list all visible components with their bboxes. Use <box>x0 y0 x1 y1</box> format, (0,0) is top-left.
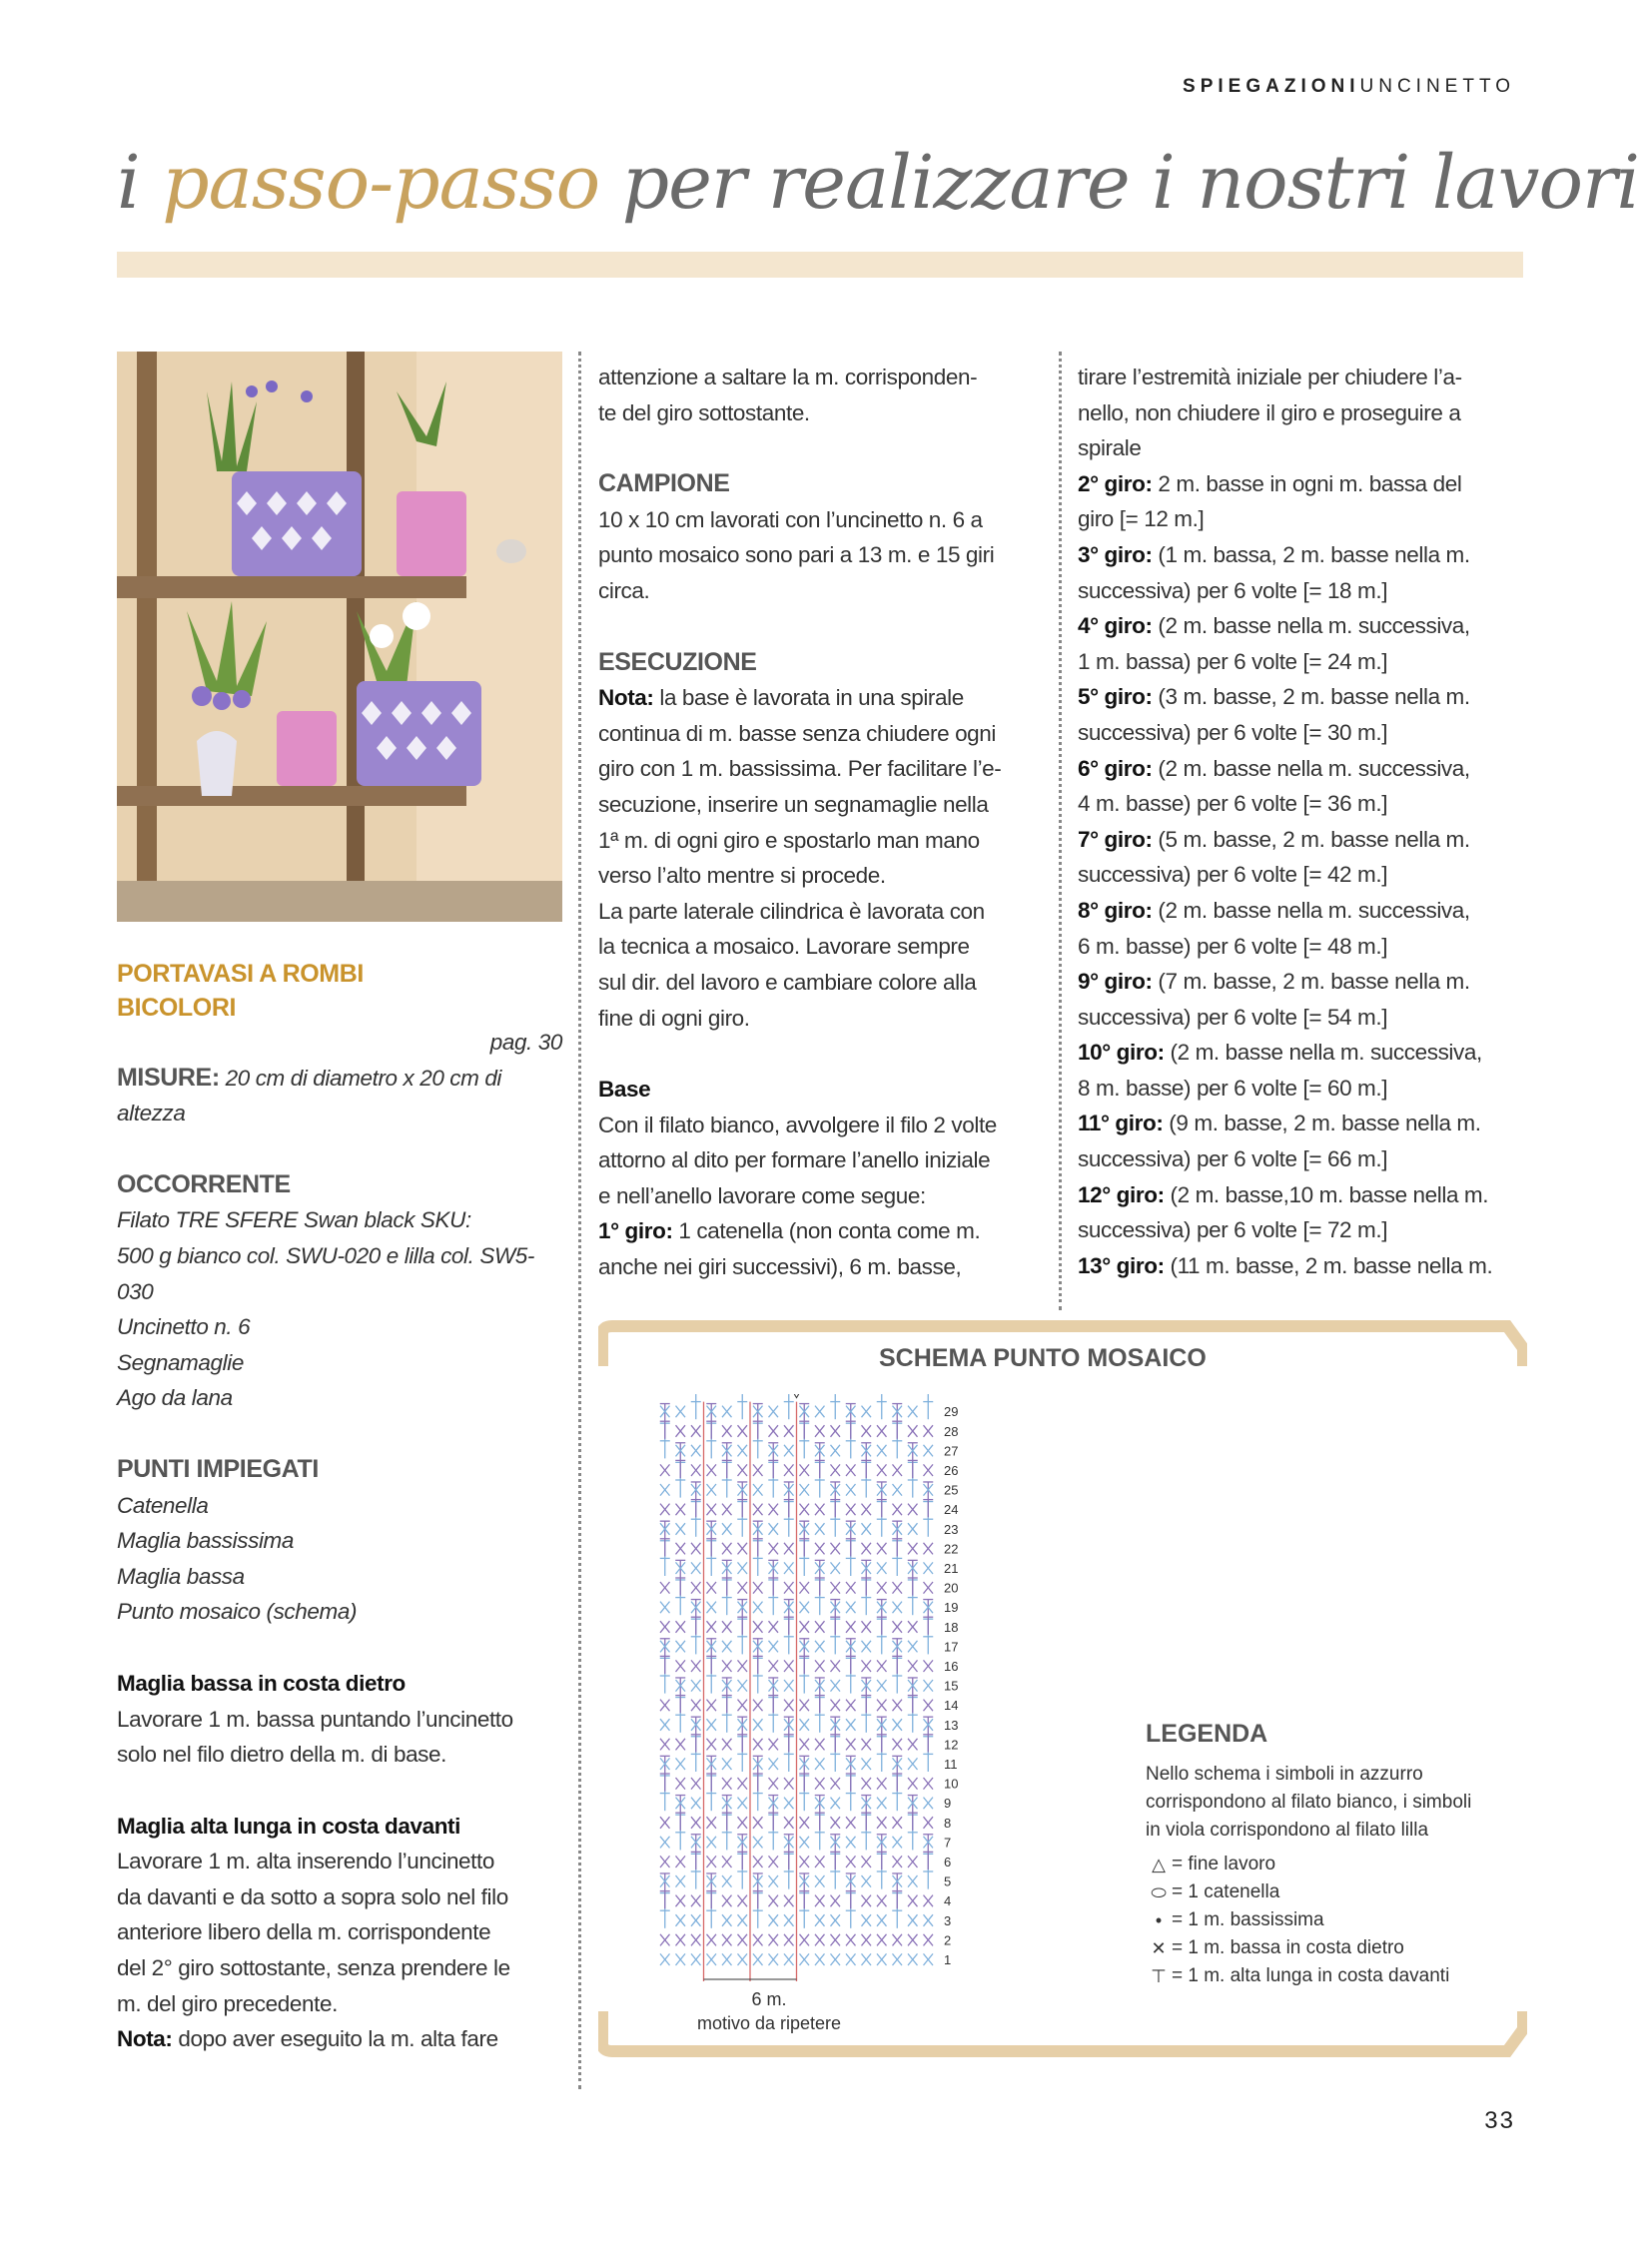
punti-heading: PUNTI IMPIEGATI <box>117 1454 319 1483</box>
repeat-caption: motivo da ripetere <box>696 2013 842 2033</box>
mb-heading: Maglia bassa in costa dietro <box>117 1670 406 1696</box>
chart-row-number: 11 <box>944 1757 958 1772</box>
catenella-icon: ⬭ <box>1151 1882 1167 1902</box>
text-line: attenzione a saltare la m. corrisponden- <box>598 365 978 389</box>
project-name: PORTAVASI A ROMBI BICOLORI <box>117 960 364 1022</box>
chart-row-number: 24 <box>944 1502 959 1518</box>
text-line: nello, non chiudere il giro e proseguire a <box>1078 399 1461 425</box>
ma-text: Lavorare 1 m. alta inserendo l’uncinetto da davanti e da sotto a sopra solo nel filo anteriore libero della m. corrispondente del 2° giro sottostante, senza prendere le m. del giro precedente. <box>117 1849 510 2016</box>
text-line: punto mosaico sono pari a 13 m. e 15 giri <box>598 542 995 568</box>
giri-list <box>1078 466 1527 1248</box>
column-1 <box>117 957 562 2057</box>
text-line: 6 m. basse) per 6 volte [= 48 m.] <box>1078 933 1388 959</box>
chart-row-number: 10 <box>944 1776 959 1792</box>
legend-note: Nello schema i simboli in azzurro corrispondono al filato bianco, i simboli in viola corrispondono al filato lilla <box>1146 1764 1472 1841</box>
text-line: te del giro sottostante. <box>598 399 810 425</box>
giro-line: 7° giro: (5 m. basse, 2 m. basse nella m. <box>1078 826 1470 852</box>
giro-line: 13° giro: (11 m. basse, 2 m. basse nella m. <box>1078 1252 1493 1278</box>
chart-row-number: 17 <box>944 1639 959 1655</box>
giro-line: 11° giro: (9 m. basse, 2 m. basse nella m. <box>1078 1111 1481 1136</box>
chart-row-number: 8 <box>944 1815 952 1831</box>
occorrente-list: Filato TRE SFERE Swan black SKU: 500 g bianco col. SWU-020 e lilla col. SW5- 030 Uncinetto n. 6 Segnamaglie Ago da lana <box>117 1207 534 1411</box>
repeat-label: 6 m. <box>751 1989 787 2009</box>
text-line: circa. <box>598 577 650 603</box>
base-heading: Base <box>598 1077 651 1103</box>
occorrente-heading: OCCORRENTE <box>117 1169 291 1198</box>
legend-item: • = 1 m. bassissima <box>1146 1906 1475 1934</box>
text-line: sul dir. del lavoro e cambiare colore alla <box>598 969 977 995</box>
bassissima-icon: • <box>1155 1910 1163 1930</box>
text-line: successiva) per 6 volte [= 18 m.] <box>1078 577 1388 603</box>
chart-row-number: 7 <box>944 1835 952 1851</box>
giro-line: 5° giro: (3 m. basse, 2 m. basse nella m. <box>1078 684 1470 710</box>
chart-row-number: 29 <box>944 1404 959 1420</box>
product-photo <box>117 352 562 922</box>
esecuzione-heading: ESECUZIONE <box>598 647 757 676</box>
legend-item: △ = fine lavoro <box>1146 1851 1475 1878</box>
chart-row-number: 9 <box>944 1796 952 1812</box>
chart-row-number: 2 <box>944 1932 952 1948</box>
legend-item: ✕ = 1 m. bassa in costa dietro <box>1146 1934 1475 1962</box>
text-line: attorno al dito per formare l’anello iniziale <box>598 1147 991 1173</box>
legend-item: ⊤ = 1 m. alta lunga in costa davanti <box>1146 1962 1475 1990</box>
giro-line: 9° giro: (7 m. basse, 2 m. basse nella m. <box>1078 969 1470 995</box>
mb-text: Lavorare 1 m. bassa puntando l’uncinetto solo nel filo dietro della m. di base. <box>117 1706 513 1768</box>
nota-text: Nota: dopo aver eseguito la m. alta fare <box>117 2026 498 2052</box>
chart-row-number: 15 <box>944 1678 959 1694</box>
text-line: successiva) per 6 volte [= 42 m.] <box>1078 862 1388 888</box>
text-line: spirale <box>1078 435 1142 461</box>
text-line: 4 m. basse) per 6 volte [= 36 m.] <box>1078 791 1388 817</box>
punti-list: Catenella Maglia bassissima Maglia bassa Punto mosaico (schema) <box>117 1492 358 1625</box>
chart-row-number: 6 <box>944 1855 952 1869</box>
text-line: verso l’alto mentre si procede. <box>598 863 886 889</box>
text-line: successiva) per 6 volte [= 66 m.] <box>1078 1146 1388 1172</box>
page-number: 33 <box>1484 2107 1515 2134</box>
giro-line: 6° giro: (2 m. basse nella m. successiva, <box>1078 755 1470 781</box>
text-line: Con il filato bianco, avvolgere il filo 2 volte <box>598 1112 997 1137</box>
text-line: e nell’anello lavorare come segue: <box>598 1182 926 1208</box>
chart-row-number: 4 <box>944 1893 952 1909</box>
text-line: 8 m. basse) per 6 volte [= 60 m.] <box>1078 1075 1388 1101</box>
column-3 <box>1078 360 1527 1283</box>
chart-row-number: 22 <box>944 1541 959 1557</box>
chart-title: SCHEMA PUNTO MOSAICO <box>879 1344 1207 1372</box>
misure: MISURE: 20 cm di diametro x 20 cm di <box>117 1063 502 1092</box>
chart-row-number: 12 <box>944 1737 959 1753</box>
fine-lavoro-icon: △ <box>1152 1855 1166 1874</box>
text-line: anche nei giri successivi), 6 m. basse, <box>598 1254 962 1280</box>
page-title: i passo-passo per realizzare i nostri lavori <box>117 140 1640 226</box>
chart-row-number: 28 <box>944 1423 959 1439</box>
chart-row-number: 19 <box>944 1600 959 1616</box>
giro-line: 3° giro: (1 m. bassa, 2 m. basse nella m. <box>1078 541 1470 567</box>
legend-item: ⬭ = 1 catenella <box>1146 1878 1475 1906</box>
legend <box>1146 1720 1475 1990</box>
bassa-costa-dietro-icon: ✕ <box>1151 1938 1167 1958</box>
chart-row-number: 3 <box>944 1912 952 1928</box>
campione-heading: CAMPIONE <box>598 469 730 498</box>
chart-row-number: 21 <box>944 1561 959 1576</box>
title-underline-bar <box>117 252 1523 278</box>
giro-line: 8° giro: (2 m. basse nella m. successiva, <box>1078 897 1470 923</box>
chart-row-number: 13 <box>944 1717 959 1733</box>
text-line: La parte laterale cilindrica è lavorata con <box>598 898 985 924</box>
text-line: successiva) per 6 volte [= 72 m.] <box>1078 1217 1388 1243</box>
text-line: giro [= 12 m.] <box>1078 506 1205 532</box>
fine-lavoro-icon <box>791 1394 803 1398</box>
text-line: la tecnica a mosaico. Lavorare sempre <box>598 934 970 960</box>
chart-row-number: 23 <box>944 1521 959 1537</box>
column-2 <box>598 360 1044 1285</box>
giro-line: 12° giro: (2 m. basse,10 m. basse nella m. <box>1078 1181 1489 1207</box>
text-line: 1 m. bassa) per 6 volte [= 24 m.] <box>1078 648 1388 674</box>
text-line: 1ª m. di ogni giro e spostarlo man mano <box>598 827 980 853</box>
text-line: successiva) per 6 volte [= 54 m.] <box>1078 1004 1388 1030</box>
ma-heading: Maglia alta lunga in costa davanti <box>117 1813 460 1839</box>
text-line: giro con 1 m. bassissima. Per facilitare l’e- <box>598 756 1002 782</box>
chart-row-number: 27 <box>944 1443 959 1459</box>
chart-row-number: 1 <box>944 1952 952 1967</box>
alta-lunga-icon: ⊤ <box>1151 1966 1167 1986</box>
text-line: continua di m. basse senza chiudere ogni <box>598 720 997 746</box>
text-line: secuzione, inserire un segnamaglie nella <box>598 791 989 817</box>
column-divider <box>578 352 581 2089</box>
text-line: fine di ogni giro. <box>598 1005 750 1031</box>
column-divider <box>1059 352 1062 1310</box>
text-line: 10 x 10 cm lavorati con l’uncinetto n. 6 a <box>598 506 983 532</box>
legend-title: LEGENDA <box>1146 1720 1268 1748</box>
chart-row-number: 5 <box>944 1873 952 1889</box>
chart-row-number: 16 <box>944 1659 959 1674</box>
chart-row-number: 20 <box>944 1580 959 1596</box>
text-line: tirare l’estremità iniziale per chiudere l’a- <box>1078 365 1462 389</box>
section-label: SPIEGAZIONIUNCINETTO <box>1183 76 1515 97</box>
page-reference: pag. 30 <box>489 1030 562 1055</box>
nota-line: Nota: la base è lavorata in una spirale <box>598 685 964 711</box>
chart-row-number: 14 <box>944 1698 959 1714</box>
giro-line: 4° giro: (2 m. basse nella m. successiva, <box>1078 613 1470 639</box>
text-line: successiva) per 6 volte [= 30 m.] <box>1078 719 1388 745</box>
chart-row-number: 26 <box>944 1463 959 1478</box>
chart-row-number: 18 <box>944 1619 959 1635</box>
mosaic-chart <box>639 1394 1039 1993</box>
giro-line: 10° giro: (2 m. basse nella m. successiva, <box>1078 1040 1482 1066</box>
giro-line: 2° giro: 2 m. basse in ogni m. bassa del <box>1078 470 1462 496</box>
chart-row-number: 25 <box>944 1482 959 1498</box>
misure-cont: altezza <box>117 1101 186 1126</box>
giro-line: 1° giro: 1 catenella (non conta come m. <box>598 1218 981 1244</box>
